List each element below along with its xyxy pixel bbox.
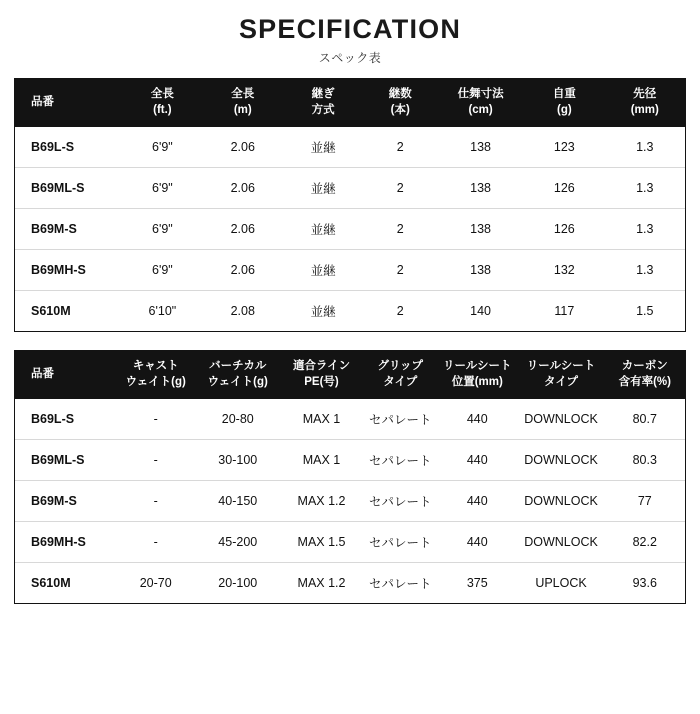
cell-piece-count: 2 [363,291,437,332]
cell-model: B69ML-S [15,440,116,481]
cell-joint-type: 並継 [283,127,363,168]
column-header-vertical-weight [196,350,280,399]
spec-table-1-wrapper [14,78,686,332]
column-header-reel-seat-position [437,350,517,399]
column-header-line1: 品番 [31,367,54,380]
cell-weight: 126 [524,168,604,209]
cell-cast-weight: - [116,440,196,481]
cell-tip-diameter: 1.3 [605,168,685,209]
table-row [15,563,685,604]
cell-reel-seat-position: 440 [437,440,517,481]
column-header-piece-count [363,78,437,127]
cell-vertical-weight: 45-200 [196,522,280,563]
column-header-cast-weight [116,350,196,399]
cell-reel-seat-type: UPLOCK [517,563,604,604]
column-header-length-m [203,78,283,127]
column-header-line1: 継数 [388,88,412,101]
column-header-line1: 自重 [552,88,576,101]
column-header-line2: (本) [390,103,410,116]
cell-length-ft: 6'10" [122,291,202,332]
cell-length-ft: 6'9" [122,250,202,291]
spec-table-1-header [15,78,685,127]
cell-model: B69MH-S [15,522,116,563]
cell-tip-diameter: 1.3 [605,250,685,291]
column-header-model [15,78,122,127]
cell-carbon-content: 80.3 [605,440,685,481]
column-header-line1: 先径 [633,88,657,101]
cell-piece-count: 2 [363,168,437,209]
column-header-line1: 全長 [150,88,174,101]
table-header-row [15,350,685,399]
column-header-line1: 仕舞寸法 [457,88,504,101]
cell-length-m: 2.06 [203,209,283,250]
cell-weight: 126 [524,209,604,250]
page-subtitle: スペック表 [318,51,382,66]
cell-line-pe: MAX 1.5 [280,522,364,563]
column-header-line2: (m) [233,103,252,116]
cell-piece-count: 2 [363,209,437,250]
cell-vertical-weight: 40-150 [196,481,280,522]
cell-length-ft: 6'9" [122,209,202,250]
cell-vertical-weight: 20-80 [196,399,280,440]
cell-length-m: 2.06 [203,127,283,168]
column-header-model [15,350,116,399]
cell-reel-seat-type: DOWNLOCK [517,522,604,563]
column-header-line1: 適合ライン [292,360,351,373]
table-row [15,522,685,563]
table-row [15,440,685,481]
table-row [15,209,685,250]
cell-reel-seat-type: DOWNLOCK [517,481,604,522]
cell-cast-weight: - [116,481,196,522]
cell-joint-type: 並継 [283,291,363,332]
table-header-row [15,78,685,127]
spec-table-2-body [15,399,685,603]
column-header-line2: (cm) [468,103,493,116]
cell-cast-weight: - [116,522,196,563]
cell-grip-type: セパレート [363,522,437,563]
cell-length-ft: 6'9" [122,168,202,209]
column-header-closed-length [437,78,524,127]
table-row [15,399,685,440]
cell-line-pe: MAX 1 [280,440,364,481]
cell-vertical-weight: 30-100 [196,440,280,481]
column-header-line1: グリップ [377,360,423,373]
column-header-line2: タイプ [544,375,578,388]
cell-piece-count: 2 [363,127,437,168]
table-row [15,127,685,168]
cell-carbon-content: 77 [605,481,685,522]
cell-model: B69L-S [15,127,122,168]
cell-carbon-content: 80.7 [605,399,685,440]
cell-length-m: 2.08 [203,291,283,332]
column-header-carbon-content [605,350,685,399]
column-header-grip-type [363,350,437,399]
cell-closed-length: 138 [437,127,524,168]
cell-reel-seat-position: 440 [437,481,517,522]
cell-length-ft: 6'9" [122,127,202,168]
cell-tip-diameter: 1.3 [605,209,685,250]
column-header-line2: ウェイト(g) [207,375,268,388]
cell-grip-type: セパレート [363,399,437,440]
cell-joint-type: 並継 [283,250,363,291]
column-header-line2: タイプ [383,375,418,388]
column-header-line2: ウェイト(g) [125,375,186,388]
cell-model: S610M [15,563,116,604]
cell-line-pe: MAX 1.2 [280,563,364,604]
spec-table-2-header [15,350,685,399]
cell-cast-weight: 20-70 [116,563,196,604]
column-header-line2: (mm) [630,103,659,116]
cell-reel-seat-position: 440 [437,522,517,563]
cell-grip-type: セパレート [363,481,437,522]
cell-model: B69ML-S [15,168,122,209]
column-header-line2: (ft.) [153,103,172,116]
cell-model: S610M [15,291,122,332]
cell-model: B69MH-S [15,250,122,291]
cell-tip-diameter: 1.3 [605,127,685,168]
cell-length-m: 2.06 [203,168,283,209]
cell-carbon-content: 82.2 [605,522,685,563]
spec-table-1-body [15,127,685,331]
cell-weight: 117 [524,291,604,332]
column-header-line1: 継ぎ [311,88,335,101]
spec-table-2 [15,350,685,603]
cell-closed-length: 140 [437,291,524,332]
cell-line-pe: MAX 1.2 [280,481,364,522]
cell-grip-type: セパレート [363,440,437,481]
column-header-line2: (g) [556,103,572,116]
spec-table-1 [15,78,685,331]
cell-reel-seat-position: 375 [437,563,517,604]
cell-grip-type: セパレート [363,563,437,604]
cell-model: B69M-S [15,209,122,250]
spec-table-2-wrapper [14,350,686,604]
cell-weight: 132 [524,250,604,291]
column-header-line1: キャスト [132,360,179,373]
table-row [15,250,685,291]
column-header-line1: 品番 [31,95,54,108]
column-header-line1: 全長 [231,88,255,101]
table-row [15,481,685,522]
cell-weight: 123 [524,127,604,168]
cell-closed-length: 138 [437,168,524,209]
cell-model: B69L-S [15,399,116,440]
column-header-reel-seat-type [517,350,604,399]
cell-model: B69M-S [15,481,116,522]
cell-carbon-content: 93.6 [605,563,685,604]
column-header-weight [524,78,604,127]
column-header-line2: 位置(mm) [451,375,503,388]
cell-closed-length: 138 [437,250,524,291]
column-header-length-ft [122,78,202,127]
column-header-line2: 方式 [311,103,335,116]
column-header-line-pe [280,350,364,399]
column-header-line1: カーボン [621,360,668,373]
cell-vertical-weight: 20-100 [196,563,280,604]
column-header-tip-diameter [605,78,685,127]
cell-length-m: 2.06 [203,250,283,291]
cell-reel-seat-type: DOWNLOCK [517,440,604,481]
cell-reel-seat-type: DOWNLOCK [517,399,604,440]
cell-cast-weight: - [116,399,196,440]
column-header-line2: PE(号) [304,375,339,388]
cell-joint-type: 並継 [283,209,363,250]
table-row [15,291,685,332]
specification-page [0,14,700,714]
cell-closed-length: 138 [437,209,524,250]
column-header-joint-type [283,78,363,127]
cell-piece-count: 2 [363,250,437,291]
column-header-line1: バーチカル [209,360,267,373]
page-title: SPECIFICATION [238,14,462,44]
cell-tip-diameter: 1.5 [605,291,685,332]
cell-joint-type: 並継 [283,168,363,209]
column-header-line2: 含有率(%) [618,375,671,388]
table-row [15,168,685,209]
cell-reel-seat-position: 440 [437,399,517,440]
column-header-line1: リールシート [526,360,596,373]
cell-line-pe: MAX 1 [280,399,364,440]
column-header-line1: リールシート [443,360,512,373]
